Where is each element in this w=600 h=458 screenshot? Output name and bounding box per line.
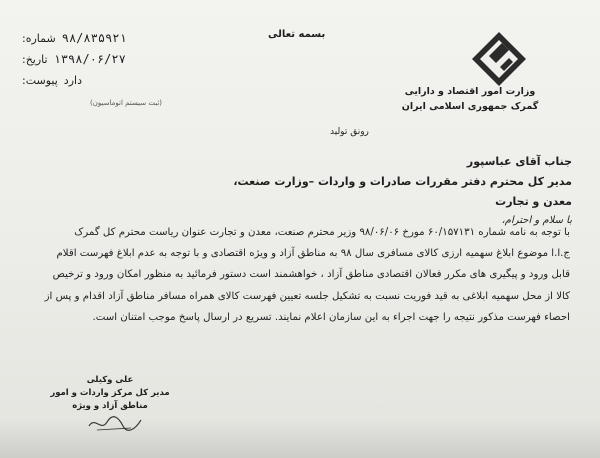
letter-body	[25, 222, 570, 328]
meta-number-value: ۹۸/۸۳۵۹۲۱	[61, 31, 127, 45]
addressee-name: جناب آقای عباسپور	[466, 155, 572, 168]
addressee-title: مدیر کل محترم دفتر مقررات صادرات و واردات –وزارت صنعت، معدن و تجارت	[233, 175, 572, 208]
letter-meta	[22, 28, 162, 114]
addressee-block	[212, 152, 572, 230]
meta-number-row	[22, 28, 162, 49]
handwritten-greeting: با سلام و احترام،	[501, 215, 572, 226]
meta-attachment-value: دارد	[63, 74, 82, 87]
body-line: قابل ورود و پیگیری های مکرر فعالان اقتصادی مناطق آزاد ، خواهشمند است دستور فرمائید به منظور امکان ورود و ترخیص	[52, 269, 570, 281]
signatory-name: علی وکیلی	[86, 375, 134, 385]
organization-customs: گمرک جمهوری اسلامی ایران	[401, 101, 539, 112]
bismillah: بسمه تعالی	[268, 29, 326, 40]
body-line: احصاء فهرست مذکور نتیجه را جهت اجراء به این سازمان اعلام نمایند. تسریع در ارسال پاسخ موجب امتنان است.	[92, 311, 570, 323]
meta-attachment-label: پیوست:	[22, 74, 58, 87]
paper-shadow	[0, 418, 600, 458]
meta-attachment-row	[22, 70, 162, 91]
body-line: کالا از محل سهمیه ابلاغی به قید فوریت نسبت به تشکیل جلسه تعیین فهرست کالای همراه مسافر مناطق آزاد اقدام و پس از	[44, 290, 570, 302]
customs-logo-icon	[470, 30, 528, 88]
body-line: ج.ا.ا موضوع ابلاغ سهمیه ارزی کالای مسافری سال ۹۸ به مناطق آزاد و ویژه اقتصادی و با توجه به عدم ابلاغ فهرست اقلام	[56, 248, 570, 260]
copy-note: رونق تولید	[330, 127, 369, 137]
automation-note: (ثبت سیستم اتوماسیون)	[90, 99, 162, 107]
meta-date-value: ۱۳۹۸/۰۶/۲۷	[53, 52, 126, 66]
meta-number-label: شماره:	[22, 32, 56, 45]
organization-block	[390, 84, 550, 114]
body-line: با توجه به نامه شماره ۶۰/۱۵۷۱۳۱ مورخ ۹۸/۰۶/۰۶ وزیر محترم صنعت، معدن و تجارت عنوان ریاست محترم کل گمرک	[74, 227, 570, 238]
signatory-title: مدیر کل مرکز واردات و امور مناطق آزاد و ویژه	[50, 388, 170, 411]
meta-date-row	[22, 49, 162, 70]
organization-ministry: وزارت امور اقتصاد و دارایی	[404, 86, 536, 97]
meta-date-label: تاریخ:	[22, 53, 48, 66]
